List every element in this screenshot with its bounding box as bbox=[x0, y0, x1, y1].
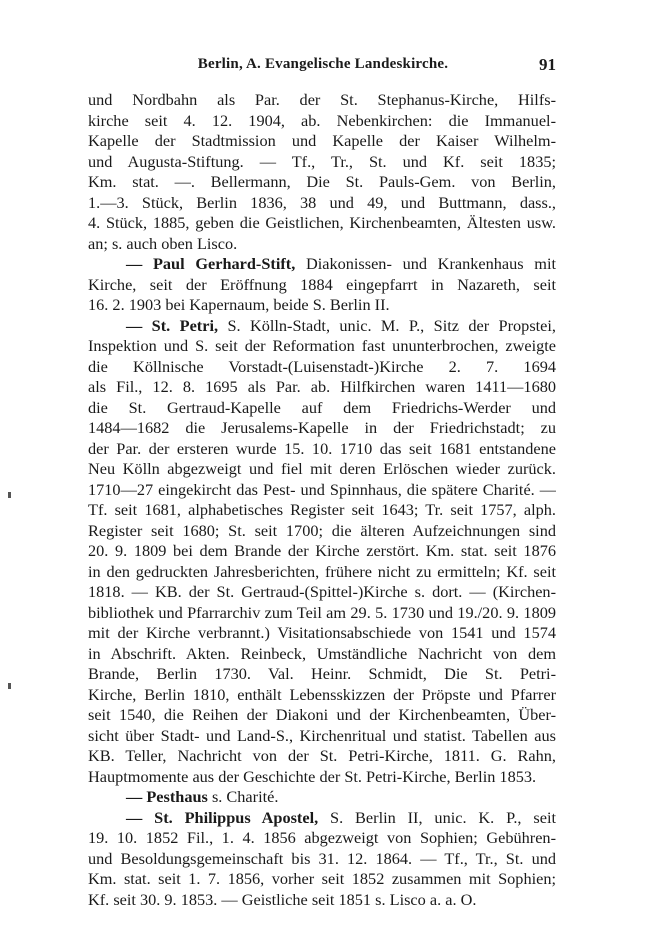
line-text: 1.—3. Stück, Berlin 1836, 38 und 49, und Buttmann, dass., bbox=[88, 192, 556, 212]
text-line bbox=[88, 172, 556, 193]
line-text: bibliothek und Pfarrarchiv zum Teil am 29. 5. 1730 und 19./20. 9. 1809 bbox=[88, 602, 556, 622]
text-line bbox=[88, 521, 556, 542]
text-line bbox=[88, 275, 556, 296]
line-text: Kirche, Berlin 1810, enthält Lebensskizzen der Pröpste und Pfarrer bbox=[88, 684, 556, 704]
text-line bbox=[88, 787, 556, 808]
line-text: Neu Kölln abgezweigt und fiel mit deren Erlöschen wieder zurück. bbox=[88, 459, 556, 478]
entry-heading: — Paul Gerhard-Stift, bbox=[126, 254, 296, 273]
text-line bbox=[88, 295, 556, 316]
line-text: Kirche, seit der Eröffnung 1884 eingepfarrt in Nazareth, seit bbox=[88, 274, 556, 294]
line-text: Kf. seit 30. 9. 1853. — Geistliche seit 1851 s. Lisco a. a. O. bbox=[88, 889, 477, 909]
line-text: und Augusta-Stiftung. — Tf., Tr., St. und Kf. seit 1835; bbox=[88, 151, 556, 171]
line-text: in Abschrift. Akten. Reinbeck, Umständliche Nachricht von dem bbox=[88, 643, 556, 663]
line-text: 1818. — KB. der St. Gertraud-(Spittel-)Kirche s. dort. — (Kirchen- bbox=[88, 582, 556, 601]
text-line bbox=[88, 705, 556, 726]
text-line bbox=[88, 90, 556, 111]
line-text: 16. 2. 1903 bei Kapernaum, beide S. Berlin II. bbox=[88, 295, 390, 314]
text-line bbox=[88, 377, 556, 398]
page-body-text bbox=[88, 90, 556, 910]
text-line bbox=[88, 459, 556, 480]
text-line bbox=[88, 131, 556, 152]
line-text: 1710—27 eingekircht das Pest- und Spinnhaus, die spätere Charité. — bbox=[88, 479, 556, 499]
text-line bbox=[88, 254, 556, 275]
text-line bbox=[88, 685, 556, 706]
text-line bbox=[88, 726, 556, 747]
line-text: an; s. auch oben Lisco. bbox=[88, 233, 238, 253]
line-text: Diakonissen- und Krankenhaus mit bbox=[295, 254, 556, 273]
text-line bbox=[88, 336, 556, 357]
text-line bbox=[88, 152, 556, 173]
text-line bbox=[88, 398, 556, 419]
text-line bbox=[88, 828, 556, 849]
line-text: 1484—1682 die Jerusalems-Kapelle in der Friedrichstadt; zu bbox=[88, 418, 556, 437]
line-text: und Besoldungsgemeinschaft bis 31. 12. 1864. — Tf., Tr., St. und bbox=[88, 848, 556, 868]
line-text: und Nordbahn als Par. der St. Stephanus-Kirche, Hilfs- bbox=[88, 90, 556, 109]
text-line bbox=[88, 808, 556, 829]
entry-heading: — St. Petri, bbox=[126, 315, 219, 335]
line-text: KB. Teller, Nachricht von der St. Petri-Kirche, 1811. G. Rahn, bbox=[88, 746, 556, 765]
text-line bbox=[88, 541, 556, 562]
entry-heading: — Pesthaus bbox=[126, 787, 208, 806]
text-line bbox=[88, 582, 556, 603]
line-text: S. Kölln-Stadt, unic. M. P., Sitz der Propstei, bbox=[218, 315, 556, 335]
text-line bbox=[88, 439, 556, 460]
line-text: Register seit 1680; St. seit 1700; die älteren Aufzeichnungen sind bbox=[88, 520, 556, 540]
text-line bbox=[88, 562, 556, 583]
text-line bbox=[88, 746, 556, 767]
line-text: S. Berlin II, unic. K. P., seit bbox=[318, 807, 556, 827]
text-line bbox=[88, 890, 556, 911]
line-text: Kapelle der Stadtmission und Kapelle der Kaiser Wilhelm- bbox=[88, 131, 556, 150]
text-line bbox=[88, 664, 556, 685]
text-line bbox=[88, 418, 556, 439]
text-line bbox=[88, 234, 556, 255]
page-number: 91 bbox=[539, 55, 556, 74]
text-line bbox=[88, 603, 556, 624]
text-line bbox=[88, 193, 556, 214]
line-text: Km. stat. seit 1. 7. 1856, vorher seit 1852 zusammen mit Sophien; bbox=[88, 869, 556, 888]
text-line bbox=[88, 623, 556, 644]
line-text: seit 1540, die Reihen der Diakoni und der Kirchenbeamten, Über- bbox=[88, 705, 556, 724]
line-text: Inspektion und S. seit der Reformation fast ununterbrochen, zweigte bbox=[88, 336, 556, 355]
text-line bbox=[88, 316, 556, 337]
line-text: 19. 10. 1852 Fil., 1. 4. 1856 abgezweigt von Sophien; Gebühren- bbox=[88, 828, 556, 847]
text-line bbox=[88, 111, 556, 132]
scan-margin-mark bbox=[8, 492, 11, 498]
header-title: Berlin, A. Evangelische Landeskirche. bbox=[197, 56, 449, 72]
line-text: in den gedruckten Jahresberichten, frühere nicht zu ermitteln; Kf. seit bbox=[88, 561, 556, 581]
text-line bbox=[88, 849, 556, 870]
line-text: s. Charité. bbox=[207, 787, 279, 806]
line-text: der Par. der ersteren wurde 15. 10. 1710 das seit 1681 entstandene bbox=[88, 438, 556, 458]
line-text: sicht über Stadt- und Land-S., Kirchenritual und statist. Tabellen aus bbox=[88, 725, 556, 745]
text-line bbox=[88, 644, 556, 665]
line-text: mit der Kirche verbrannt.) Visitationsabschiede von 1541 und 1574 bbox=[88, 623, 556, 642]
line-text: Km. stat. —. Bellermann, Die St. Pauls-Gem. von Berlin, bbox=[88, 172, 556, 191]
line-text: 4. Stück, 1885, geben die Geistlichen, Kirchenbeamten, Ältesten usw. bbox=[88, 213, 556, 232]
text-line bbox=[88, 480, 556, 501]
entry-heading: — St. Philippus Apostel, bbox=[126, 807, 319, 827]
line-text: kirche seit 4. 12. 1904, ab. Nebenkirchen: die Immanuel- bbox=[88, 110, 556, 130]
line-text: Brande, Berlin 1730. Val. Heinr. Schmidt, Die St. Petri- bbox=[88, 664, 556, 683]
text-line bbox=[88, 357, 556, 378]
line-text: die St. Gertraud-Kapelle auf dem Friedrichs-Werder und bbox=[88, 397, 556, 417]
line-text: 20. 9. 1809 bei dem Brande der Kirche zerstört. Km. stat. seit 1876 bbox=[88, 541, 556, 560]
line-text: als Fil., 12. 8. 1695 als Par. ab. Hilfkirchen waren 1411—1680 bbox=[88, 377, 556, 396]
scan-margin-mark bbox=[8, 683, 11, 689]
text-line bbox=[88, 767, 556, 788]
text-line bbox=[88, 869, 556, 890]
text-line bbox=[88, 213, 556, 234]
line-text: Hauptmomente aus der Geschichte der St. Petri-Kirche, Berlin 1853. bbox=[88, 766, 537, 786]
line-text: Tf. seit 1681, alphabetisches Register seit 1643; Tr. seit 1757, alph. bbox=[88, 500, 556, 519]
running-header bbox=[88, 56, 558, 78]
line-text: die Köllnische Vorstadt-(Luisenstadt-)Kirche 2. 7. 1694 bbox=[88, 356, 556, 376]
text-line bbox=[88, 500, 556, 521]
